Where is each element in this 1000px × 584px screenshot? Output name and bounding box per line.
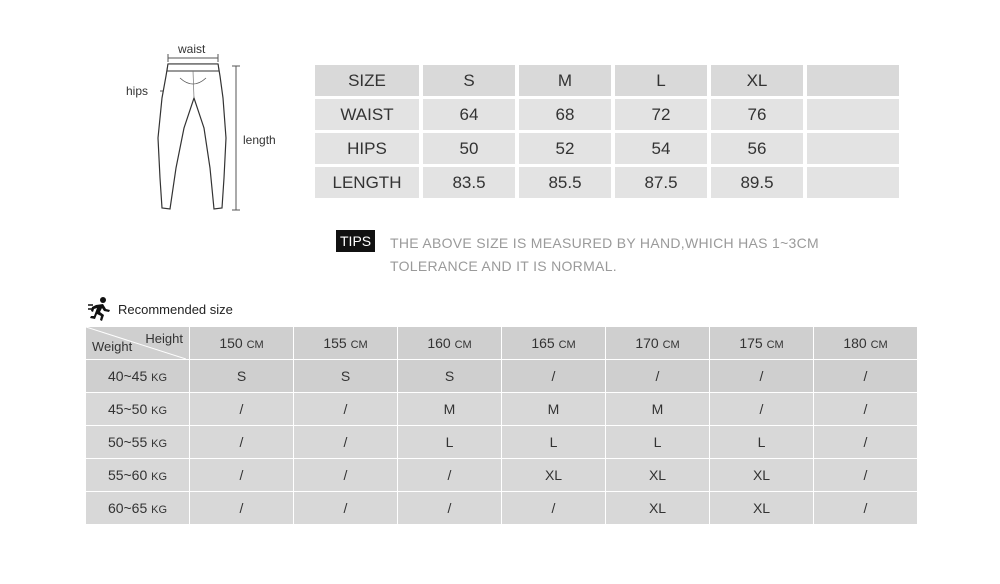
recommended-size-cell: /: [814, 393, 918, 426]
weight-row-label: 45~50 KG: [86, 393, 190, 426]
size-header-cell: S: [423, 65, 515, 96]
weight-row: [86, 360, 918, 393]
weight-row: [86, 426, 918, 459]
weight-row: [86, 459, 918, 492]
recommended-size-cell: /: [190, 459, 294, 492]
size-row-label: WAIST: [315, 99, 419, 130]
recommended-size-cell: L: [398, 426, 502, 459]
size-cell: 87.5: [615, 167, 707, 198]
size-row-length: [315, 167, 899, 198]
height-header-row: [86, 327, 918, 360]
height-header-cell: 175 CM: [710, 327, 814, 360]
recommended-size-cell: /: [710, 393, 814, 426]
recommended-size-cell: S: [294, 360, 398, 393]
tips-badge: TIPS: [336, 230, 375, 252]
size-header-row: [315, 65, 899, 96]
weight-row: [86, 492, 918, 525]
size-cell: 50: [423, 133, 515, 164]
height-axis-label: Height: [145, 331, 183, 346]
recommended-size-cell: /: [502, 492, 606, 525]
recommended-size-cell: S: [398, 360, 502, 393]
recommended-size-cell: M: [398, 393, 502, 426]
recommended-size-cell: /: [294, 426, 398, 459]
size-cell: 85.5: [519, 167, 611, 198]
tips-line-2: TOLERANCE AND IT IS NORMAL.: [390, 258, 617, 274]
height-header-cell: 180 CM: [814, 327, 918, 360]
tips-text: [390, 232, 819, 278]
size-cell: 52: [519, 133, 611, 164]
recommended-size-cell: M: [606, 393, 710, 426]
size-header-cell: L: [615, 65, 707, 96]
recommended-size-cell: L: [606, 426, 710, 459]
hips-label: hips: [126, 84, 149, 98]
size-cell: [807, 167, 899, 198]
corner-cell: [86, 327, 190, 360]
height-header-cell: 160 CM: [398, 327, 502, 360]
weight-row-label: 55~60 KG: [86, 459, 190, 492]
recommended-size-cell: /: [710, 360, 814, 393]
length-label: length: [243, 133, 276, 147]
size-cell: 68: [519, 99, 611, 130]
size-cell: 54: [615, 133, 707, 164]
size-row-waist: [315, 99, 899, 130]
height-header-cell: 155 CM: [294, 327, 398, 360]
waist-label: waist: [178, 42, 206, 56]
size-row-hips: [315, 133, 899, 164]
recommended-size-cell: L: [502, 426, 606, 459]
size-row-label: LENGTH: [315, 167, 419, 198]
recommended-size-cell: /: [190, 492, 294, 525]
size-cell: 56: [711, 133, 803, 164]
size-cell: 76: [711, 99, 803, 130]
weight-axis-label: Weight: [92, 339, 133, 354]
size-header-cell: XL: [711, 65, 803, 96]
recommended-size-cell: XL: [710, 492, 814, 525]
recommended-size-cell: /: [294, 393, 398, 426]
recommended-size-cell: S: [190, 360, 294, 393]
recommended-title: Recommended size: [118, 302, 233, 317]
size-chart-table: [311, 62, 903, 201]
recommended-size-cell: /: [502, 360, 606, 393]
recommended-size-cell: /: [814, 426, 918, 459]
running-person-icon: [88, 296, 112, 322]
recommended-size-cell: /: [814, 459, 918, 492]
size-row-label: HIPS: [315, 133, 419, 164]
recommended-size-cell: /: [294, 459, 398, 492]
height-header-cell: 150 CM: [190, 327, 294, 360]
recommended-size-cell: XL: [710, 459, 814, 492]
recommended-size-cell: /: [294, 492, 398, 525]
recommended-size-table: [86, 327, 918, 525]
recommended-size-cell: /: [814, 360, 918, 393]
weight-row-label: 60~65 KG: [86, 492, 190, 525]
weight-row-label: 40~45 KG: [86, 360, 190, 393]
pants-outline-icon: [120, 38, 290, 218]
size-header-cell: M: [519, 65, 611, 96]
size-header-cell: SIZE: [315, 65, 419, 96]
recommended-size-cell: M: [502, 393, 606, 426]
recommended-size-cell: /: [398, 492, 502, 525]
size-cell: [807, 133, 899, 164]
recommended-size-cell: /: [398, 459, 502, 492]
pants-diagram: [120, 38, 290, 218]
recommended-size-cell: /: [814, 492, 918, 525]
recommended-size-cell: XL: [606, 459, 710, 492]
weight-row-label: 50~55 KG: [86, 426, 190, 459]
recommended-size-cell: /: [190, 426, 294, 459]
height-header-cell: 170 CM: [606, 327, 710, 360]
size-cell: [807, 99, 899, 130]
recommended-size-cell: /: [606, 360, 710, 393]
recommended-size-cell: XL: [502, 459, 606, 492]
height-header-cell: 165 CM: [502, 327, 606, 360]
weight-row: [86, 393, 918, 426]
size-header-cell: [807, 65, 899, 96]
tips-line-1: THE ABOVE SIZE IS MEASURED BY HAND,WHICH HAS 1~3CM: [390, 235, 819, 251]
size-cell: 72: [615, 99, 707, 130]
recommended-size-cell: XL: [606, 492, 710, 525]
recommended-size-cell: /: [190, 393, 294, 426]
size-cell: 89.5: [711, 167, 803, 198]
size-cell: 64: [423, 99, 515, 130]
size-cell: 83.5: [423, 167, 515, 198]
recommended-size-cell: L: [710, 426, 814, 459]
